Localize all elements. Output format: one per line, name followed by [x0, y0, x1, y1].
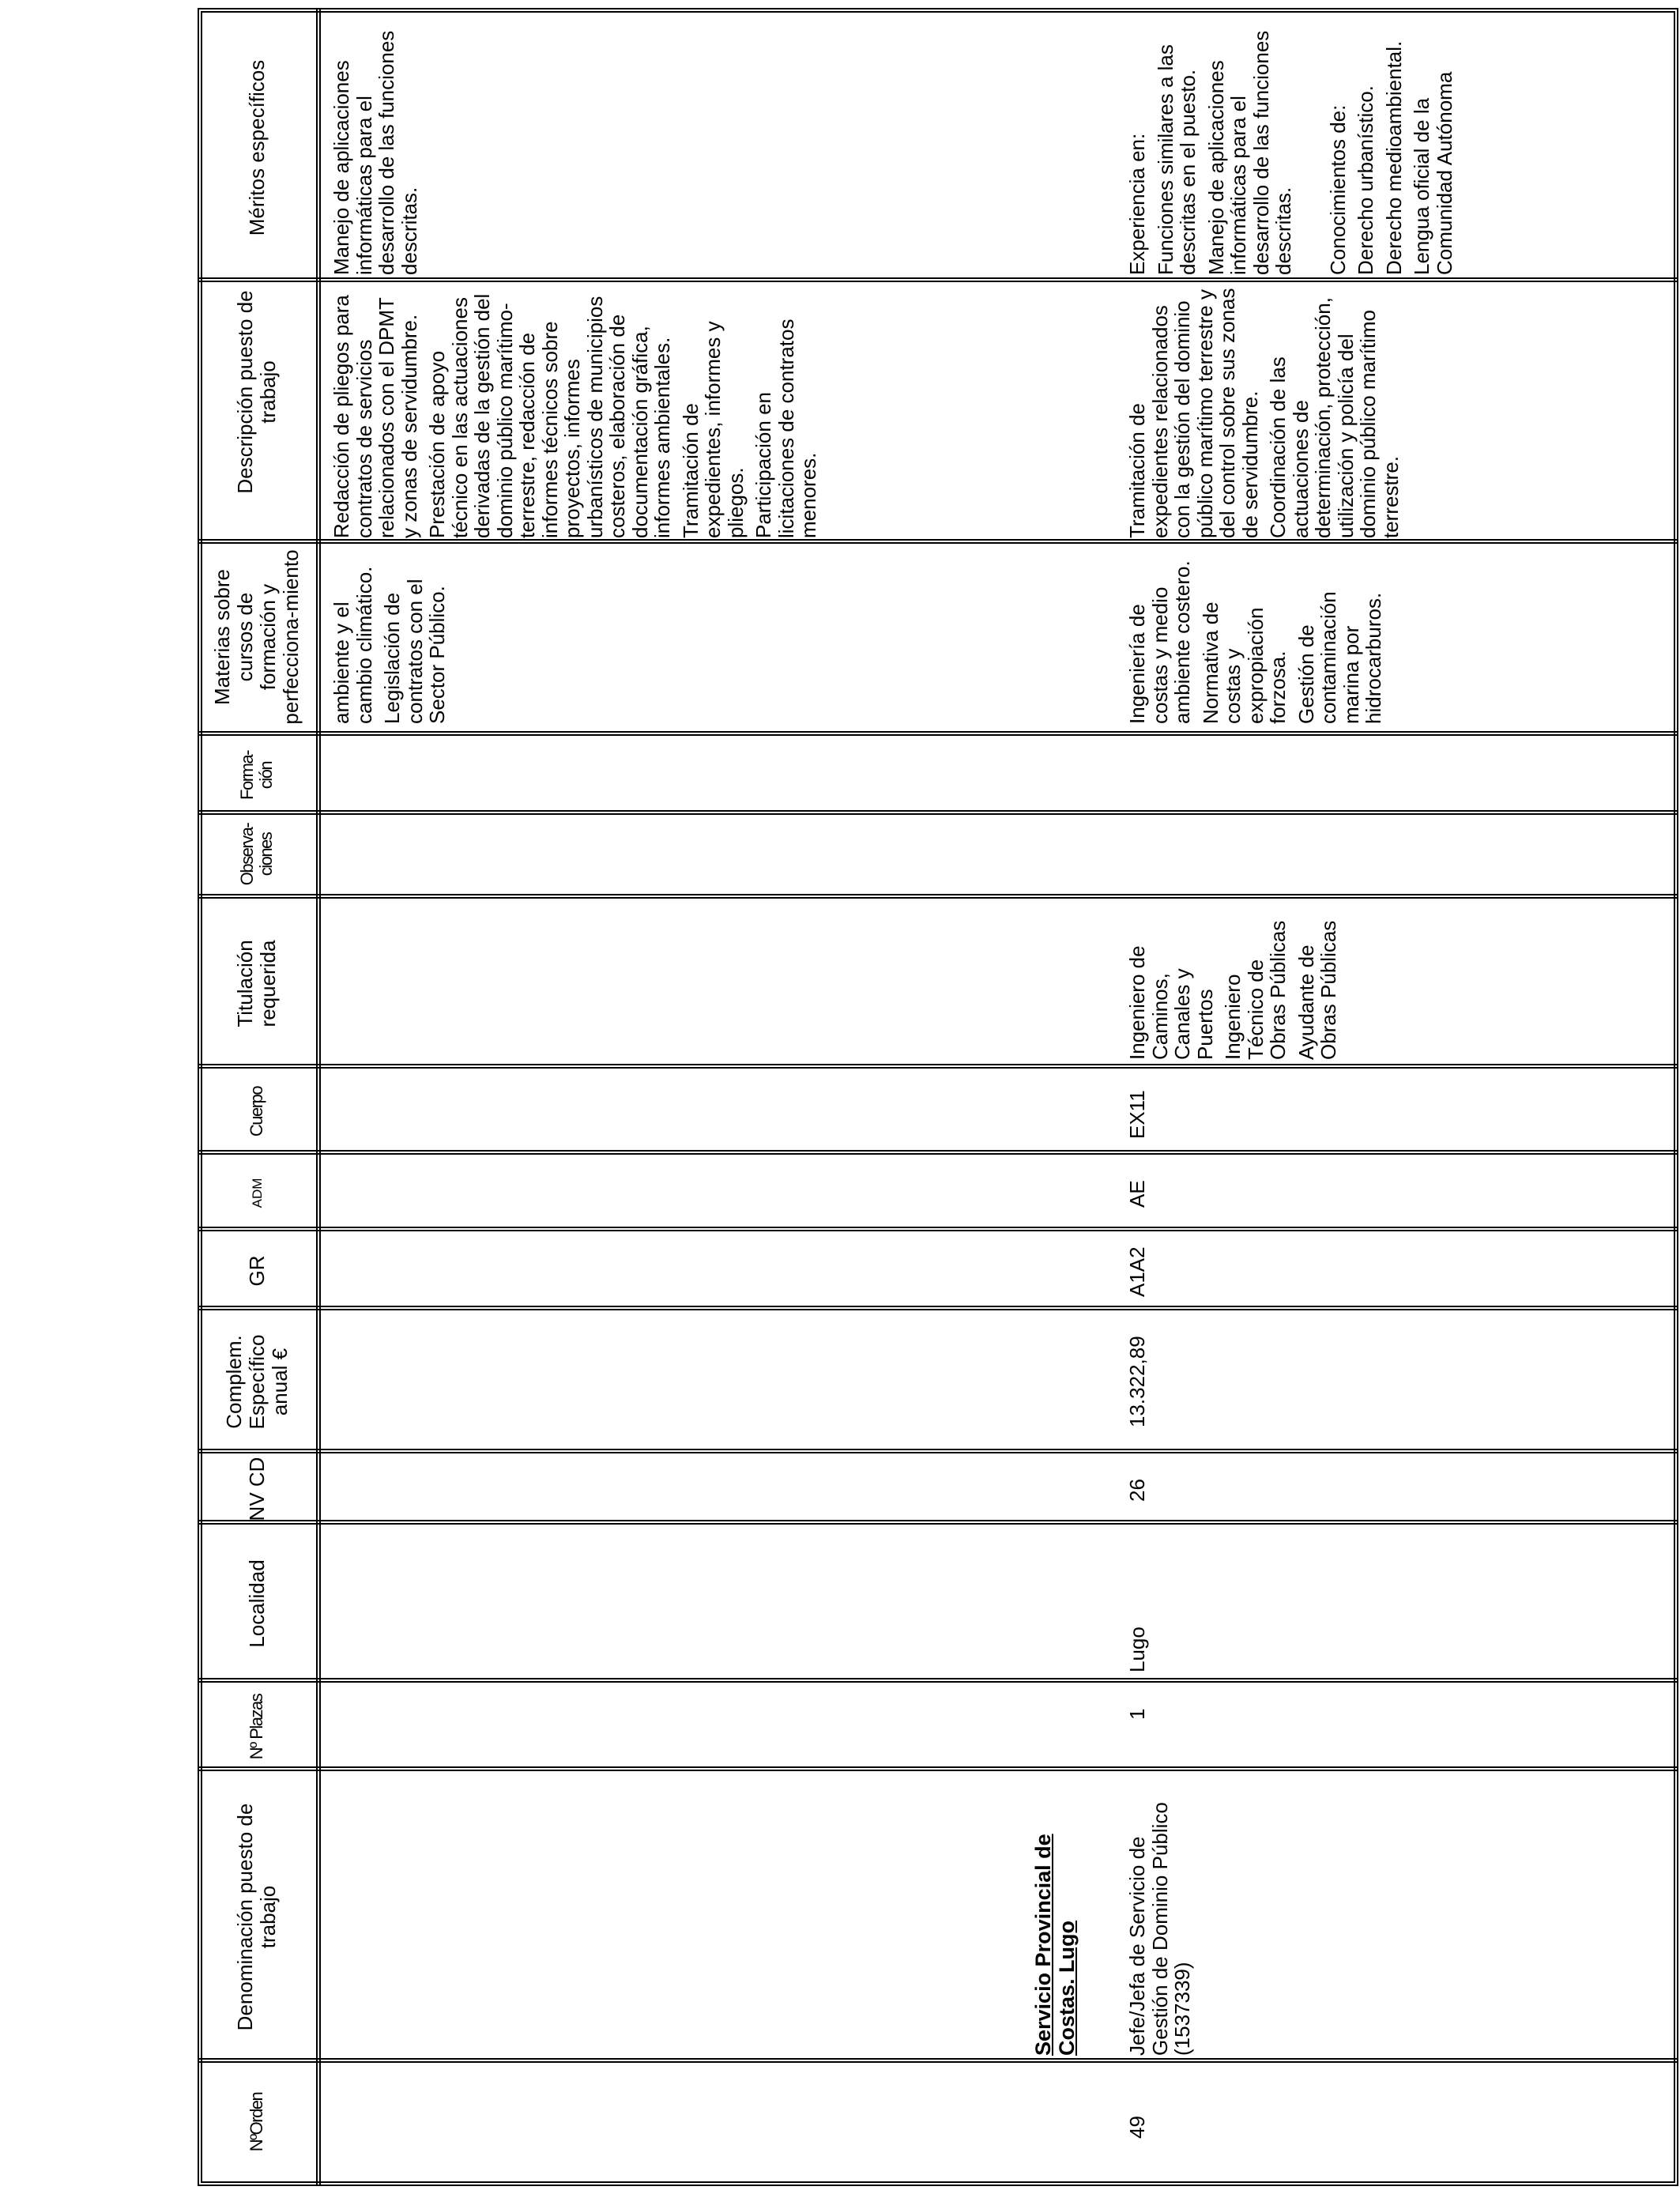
- column-separator: [198, 1064, 1678, 1069]
- header-formacion: Forma-ción: [237, 751, 276, 800]
- column-separator: [198, 539, 1678, 544]
- materias-item: ambiente y el cambio climático.: [330, 566, 376, 724]
- column-separator: [198, 1520, 1678, 1525]
- document-page: [198, 8, 1678, 2186]
- row-descripcion: [1126, 287, 1407, 538]
- section-title: Servicio Provincial de Costas. Lugo: [1031, 1834, 1079, 2056]
- materias-item: Legislación de contratos con el Sector Público.: [380, 579, 449, 724]
- continuation-materias: [330, 546, 454, 724]
- row-meritos: [1126, 14, 1456, 275]
- row-plazas: 1: [1125, 1708, 1149, 1720]
- header-complemento: Complem. Específico anual €: [221, 1334, 292, 1430]
- row-adm: AE: [1125, 1180, 1149, 1208]
- header-meritos: Méritos específicos: [244, 59, 269, 236]
- meritos-item: Conocimientos de:: [1325, 104, 1350, 275]
- column-separator: [198, 1227, 1678, 1231]
- column-separator: [198, 1150, 1678, 1155]
- header-plazas: Nº Plazas: [247, 1694, 266, 1760]
- meritos-item: Manejo de aplicaciones informáticas para el desarrollo de las funciones descritas.: [330, 30, 421, 275]
- materias-item: Normativa de costas y expropiación forzosa.: [1198, 601, 1290, 724]
- column-separator: [198, 810, 1678, 815]
- row-nivel: 26: [1125, 1479, 1149, 1502]
- descripcion-item: Coordinación de las actuaciones de determinación, protección, utilización y policía del dominio público marítimo terrestre.: [1266, 297, 1403, 538]
- row-localidad: Lugo: [1125, 1627, 1149, 1672]
- descripcion-item: Participación en licitaciones de contratos menores.: [751, 319, 820, 538]
- header-adm: ADM: [249, 1178, 265, 1208]
- column-separator: [198, 894, 1678, 899]
- column-separator: [198, 277, 1678, 282]
- materias-item: Gestión de contaminación marina por hidrocarburos.: [1294, 591, 1385, 724]
- header-denominacion: Denominación puesto de trabajo: [233, 1803, 280, 2031]
- meritos-item: Manejo de aplicaciones informáticas para el desarrollo de las funciones descritas.: [1203, 30, 1295, 275]
- descripcion-item: Prestación de apoyo técnico en las actuaciones derivadas de la gestión del dominio público marítimo-terrestre, redacción de informes técnicos sobre proyectos, informes urbanísticos de municipios costeros, elaboración de documentación gráfica, informes ambientales.: [425, 293, 674, 538]
- titulacion-item: Ingeniero Técnico de Obras Públicas: [1221, 920, 1290, 1060]
- column-separator: [198, 2058, 1678, 2063]
- header-materias: Materias sobre cursos de formación y perfecciona-miento: [210, 549, 303, 725]
- row-titulacion: [1126, 902, 1346, 1060]
- header-cuerpo: Cuerpo: [247, 1086, 266, 1137]
- titulacion-item: Ayudante de Obras Públicas: [1294, 920, 1340, 1060]
- continuation-meritos: [330, 14, 426, 275]
- header-observaciones: Observa-ciones: [237, 823, 276, 886]
- row-orden: 49: [1125, 2116, 1149, 2139]
- column-separator: [198, 1766, 1678, 1771]
- header-descripcion: Descripción puesto de trabajo: [233, 290, 280, 494]
- column-separator: [198, 1678, 1678, 1683]
- column-separator: [198, 1449, 1678, 1453]
- header-orden: NºOrden: [247, 2092, 266, 2152]
- row-cuerpo: EX11: [1125, 1090, 1149, 1139]
- header-nivel: NV CD: [244, 1457, 269, 1521]
- row-materias: [1126, 546, 1391, 724]
- meritos-item: Lengua oficial de la Comunidad Autónoma: [1410, 71, 1456, 275]
- meritos-item: Funciones similares a las descritas en el puesto.: [1153, 44, 1200, 275]
- descripcion-item: Tramitación de expedientes, informes y pliegos.: [678, 321, 748, 538]
- meritos-item: Derecho urbanístico.: [1354, 85, 1377, 275]
- continuation-descripcion: [330, 287, 826, 538]
- row-denominacion: Jefe/Jefa de Servicio de Gestión de Dominio Público (1537339): [1125, 1802, 1194, 2056]
- descripcion-item: Tramitación de expedientes relacionados con la gestión del dominio público marítimo terrestre y del control sobre sus zonas de servidumbre.: [1125, 288, 1262, 538]
- row-grupo: A1A2: [1125, 1246, 1149, 1297]
- header-localidad: Localidad: [244, 1559, 269, 1648]
- header-titulacion: Titulación requerida: [233, 940, 280, 1027]
- row-complemento: 13.322,89: [1125, 1336, 1149, 1427]
- meritos-item: Derecho medioambiental.: [1381, 40, 1406, 275]
- descripcion-item: Redacción de pliegos para contratos de servicios relacionados con el DPMT y zonas de servidumbre.: [330, 295, 421, 538]
- header-grupo: GR: [244, 1255, 269, 1287]
- column-separator: [198, 1306, 1678, 1310]
- materias-item: Ingeniería de costas y medio ambiente costero.: [1125, 560, 1194, 724]
- meritos-item: Experiencia en:: [1125, 133, 1149, 275]
- titulacion-item: Ingeniero de Caminos, Canales y Puertos: [1125, 945, 1217, 1060]
- column-separator: [198, 731, 1678, 736]
